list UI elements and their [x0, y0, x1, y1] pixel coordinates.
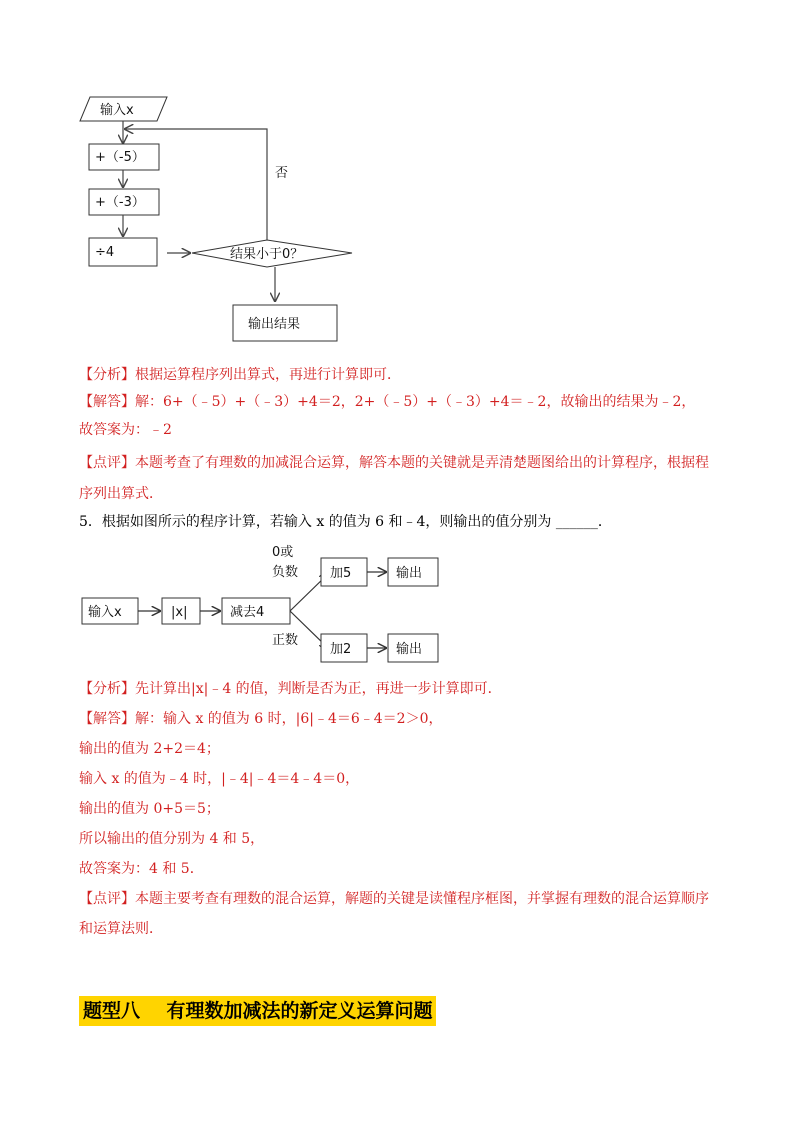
output-top-label: 输出 [396, 566, 423, 581]
add-neg5-label: +（-5） [95, 150, 145, 165]
comment-tag: 【点评】 [79, 891, 135, 907]
branch-bottom: 正数 [272, 633, 299, 648]
abs-label: |x| [171, 605, 188, 620]
add-neg3-label: +（-3） [95, 195, 145, 210]
output-label: 输出结果 [248, 317, 301, 332]
add2-label: 加2 [330, 642, 352, 657]
analysis-tag: 【分析】 [79, 681, 135, 697]
answer-4 [79, 392, 695, 412]
comment-5 [79, 889, 709, 909]
no-label: 否 [275, 166, 289, 181]
answer-tag: 【解答】 [79, 711, 135, 727]
div4-label: ÷4 [95, 245, 115, 260]
answer-5-line4: 输出的值为 0+5＝5； [79, 801, 220, 817]
analysis-text: 先计算出|x|﹣4 的值，判断是否为正，再进一步计算即可． [135, 681, 502, 697]
answer-tag: 【解答】 [79, 394, 135, 410]
comment-tag: 【点评】 [79, 455, 135, 471]
problem-5-text: 5．根据如图所示的程序计算，若输入 x 的值为 6 和﹣4，则输出的值分别为 ______． [79, 514, 612, 530]
answer-5-line3: 输入 x 的值为﹣4 时，|﹣4|﹣4＝4﹣4＝0， [79, 771, 360, 787]
analysis-5 [79, 679, 502, 699]
decision-label: 结果小于0？ [230, 247, 304, 262]
answer-5 [79, 709, 442, 729]
comment-5-line2: 和运算法则． [79, 921, 163, 937]
flowchart-2 [78, 540, 448, 670]
fc2-input-label: 输入x [88, 605, 122, 620]
comment-4-line2: 序列出算式． [79, 486, 163, 502]
answer-text: 解：6+（﹣5）+（﹣3）+4＝2，2+（﹣5）+（﹣3）+4＝﹣2，故输出的结果为﹣2， [135, 394, 696, 410]
fc1-input-label: 输入x [100, 103, 134, 118]
answer-5-line6: 故答案为：4 和 5． [79, 861, 204, 877]
minus4-label: 减去4 [230, 605, 265, 620]
comment-text: 本题主要考查有理数的混合运算，解题的关键是读懂程序框图，并掌握有理数的混合运算顺序 [135, 891, 709, 907]
answer-5-line5: 所以输出的值分别为 4 和 5， [79, 831, 265, 847]
output-bottom-label: 输出 [396, 642, 423, 657]
section-heading: 题型八 有理数加减法的新定义运算问题 [79, 996, 436, 1026]
answer-text: 解：输入 x 的值为 6 时，|6|﹣4＝6﹣4＝2＞0， [135, 711, 443, 727]
add5-label: 加5 [330, 566, 352, 581]
answer-5-line2: 输出的值为 2+2＝4； [79, 741, 220, 757]
branch-top-2: 负数 [272, 565, 299, 580]
analysis-4 [79, 365, 401, 385]
flowchart-1 [70, 85, 370, 355]
answer-4-line2: 故答案为：﹣2 [79, 422, 172, 438]
comment-text: 本题考查了有理数的加减混合运算，解答本题的关键就是弄清楚题图给出的计算程序，根据程 [135, 455, 709, 471]
analysis-tag: 【分析】 [79, 367, 135, 383]
branch-top-1: 0或 [272, 545, 294, 560]
analysis-text: 根据运算程序列出算式，再进行计算即可． [135, 367, 401, 383]
comment-4 [79, 453, 709, 473]
